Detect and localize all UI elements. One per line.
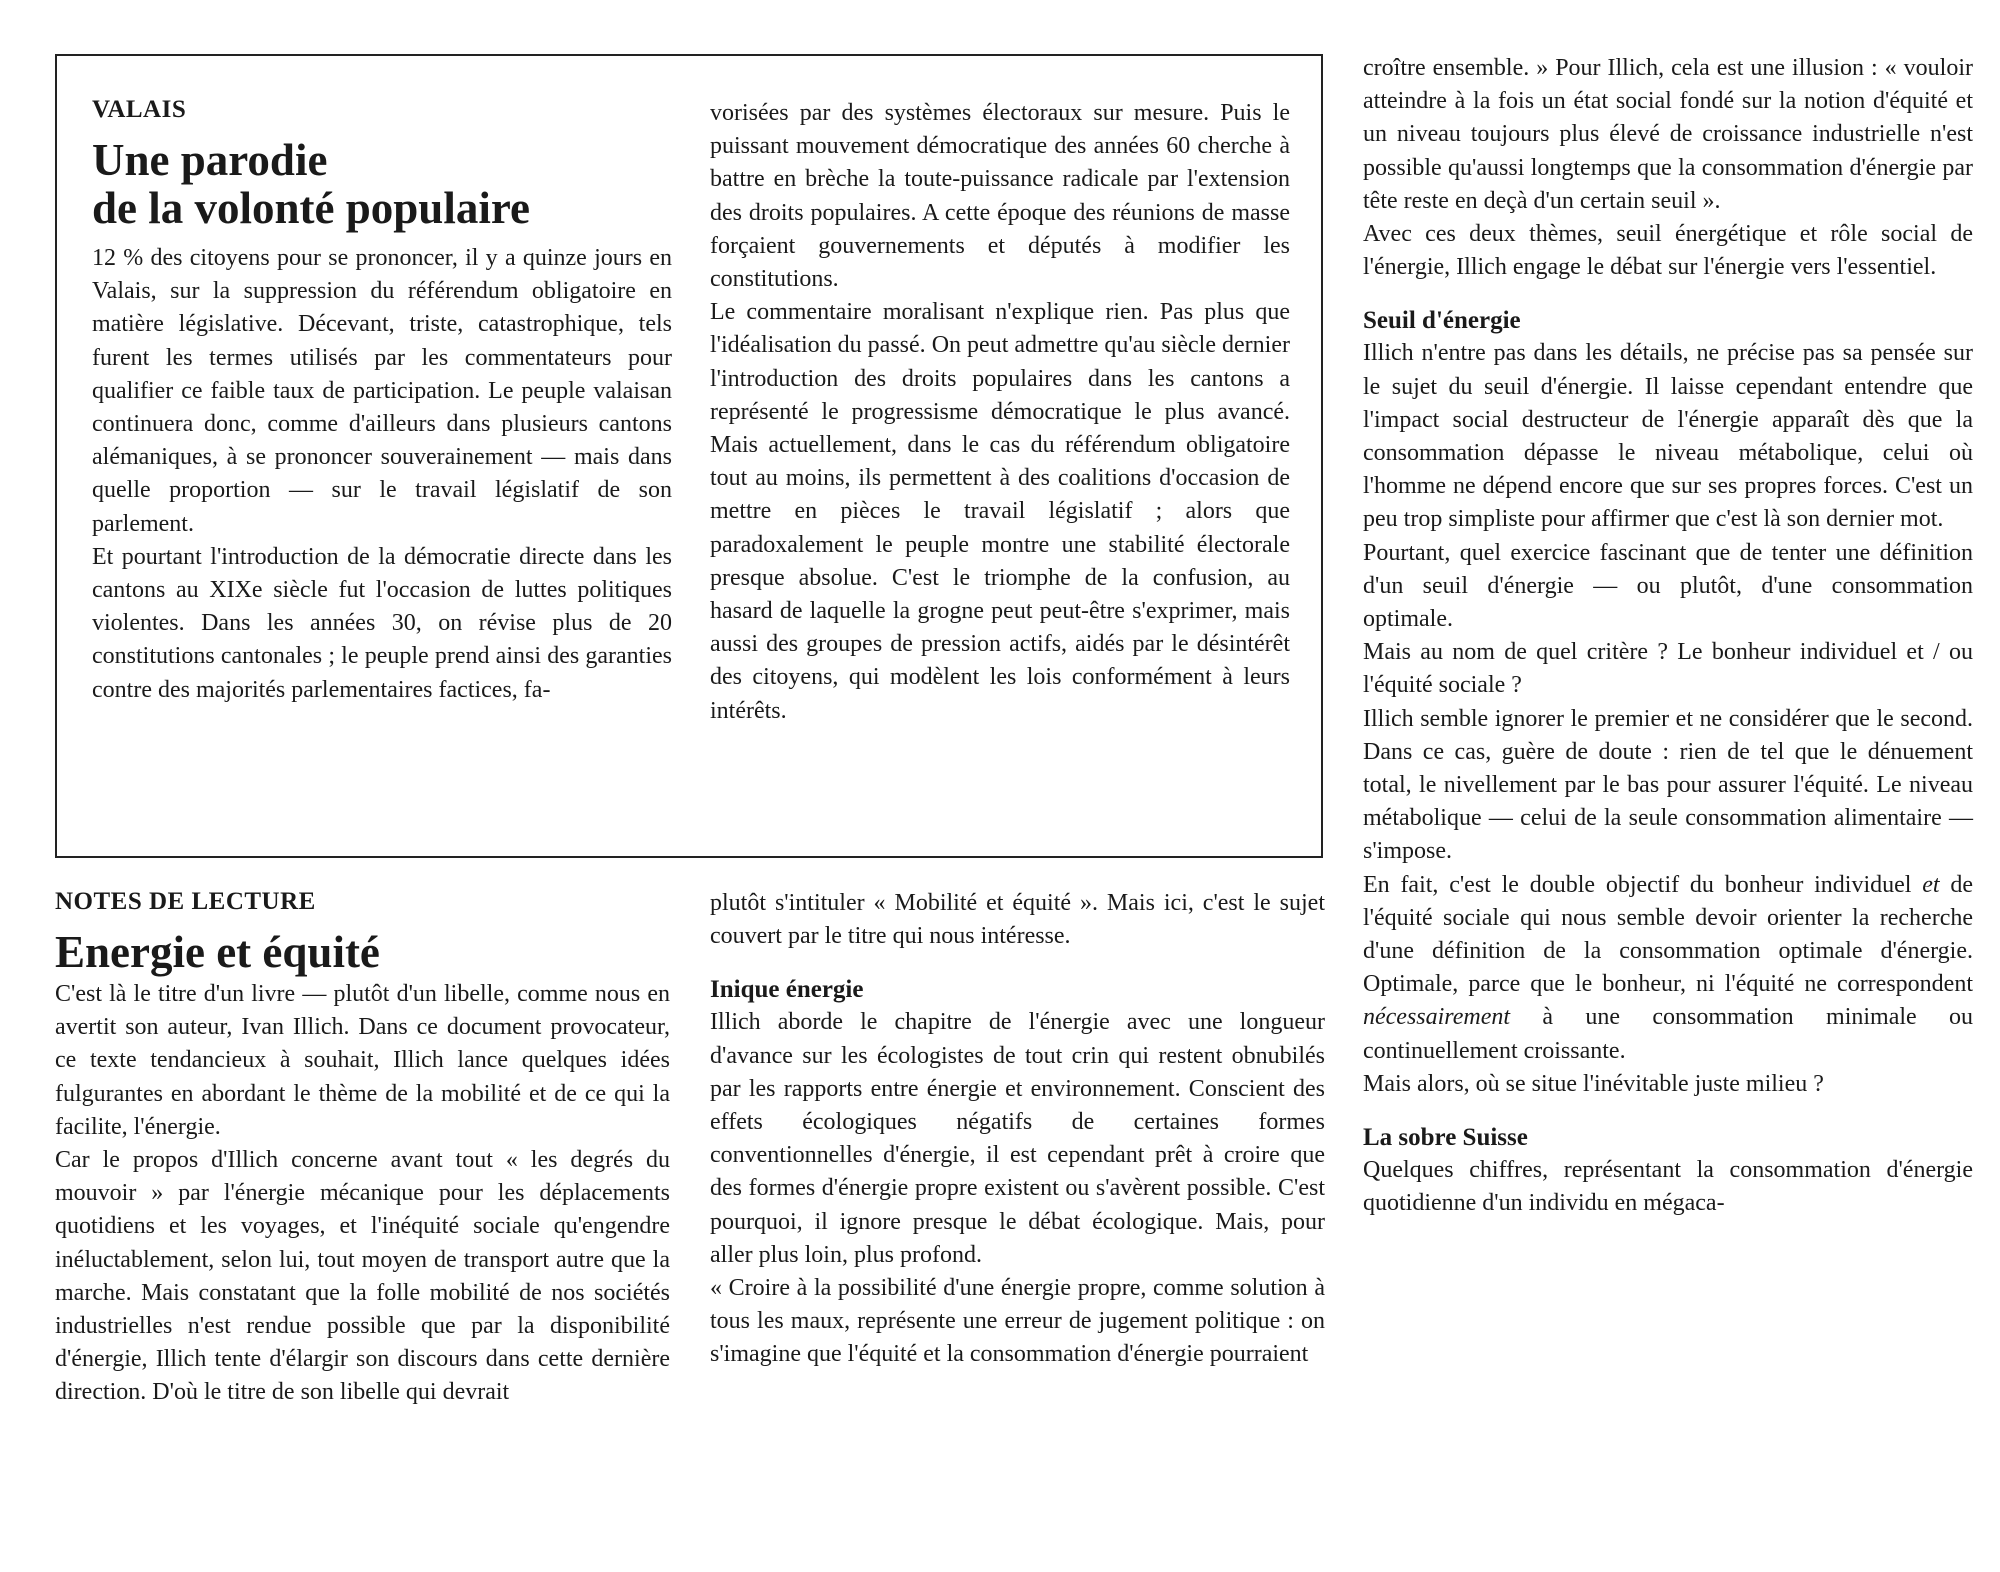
paragraph: Car le propos d'Illich concerne avant tout « les degrés du mouvoir » par l'énergie mécanique pour les déplacements quotidiens et les voyages, et l'inéquité sociale qu'engendre inéluctablement, selon lui, tout moyen de transport autre que la marche. Mais constatant que la folle mobilité de nos sociétés industrielles n'est rendue possible que par la disponibilité d'énergie, Illich tente d'élargir son discours dans cette dernière direction. D'où le titre de son libelle qui devrait <box>55 1147 670 1406</box>
notes-kicker: NOTES DE LECTURE <box>55 888 316 915</box>
notes-column-2 <box>710 887 1325 1372</box>
paragraph: Illich semble ignorer le premier et ne considérer que le second. Dans ce cas, guère de doute : rien de tel que le dénuement total, le nivellement par le bas pour assurer l'équité. Le niveau métabolique — celui de la seule consommation alimentaire — s'impose. <box>1363 705 1973 865</box>
paragraph: C'est là le titre d'un livre — plutôt d'un libelle, comme nous en avertit son auteur, Ivan Illich. Dans ce document provocateur, ce texte tendancieux à souhait, Illich lance quelques idées fulgurantes en abordant le thème de la mobilité et de ce qui la facilite, l'énergie. <box>55 981 670 1140</box>
paragraph: 12 % des citoyens pour se prononcer, il y a quinze jours en Valais, sur la suppression du référendum obligatoire en matière législative. Décevant, triste, catastrophique, tels furent les termes utilisés par les commentateurs pour qualifier ce faible taux de participation. Le peuple valaisan continuera donc, comme d'ailleurs dans plusieurs cantons alémaniques, à se prononcer souverainement — mais dans quelle proportion — sur le travail législatif de son parlement. <box>92 245 672 537</box>
notes-column-1 <box>55 882 670 1410</box>
paragraph: vorisées par des systèmes électoraux sur mesure. Puis le puissant mouvement démocratique des années 60 cherche à battre en brèche la toute-puissance radicale par l'extension des droits populaires. A cette époque des réunions de masse forçaient gouvernements et députés à modifier les constitutions. <box>710 100 1290 293</box>
subhead-inique-energie: Inique énergie <box>710 976 864 1004</box>
subhead-sobre-suisse: La sobre Suisse <box>1363 1124 1528 1152</box>
paragraph: Quelques chiffres, représentant la consommation d'énergie quotidienne d'un individu en mégaca- <box>1363 1157 1973 1217</box>
paragraph: croître ensemble. » Pour Illich, cela est une illusion : « vouloir atteindre à la fois un état social fondé sur la notion d'équité et un niveau toujours plus élevé de croissance industrielle n'est possible qu'aussi longtemps que la consommation d'énergie par tête reste en deçà d'un certain seuil ». <box>1363 55 1973 214</box>
paragraph-en-fait: En fait, c'est le double objectif du bonheur individuel et de l'équité sociale qui nous semble devoir orienter la recherche d'une définition de la consommation optimale d'énergie. Optimale, parce que le bonheur, ni l'équité ne correspondent nécessairement à une consommation minimale ou continuellement croissante. <box>1363 871 1973 1064</box>
valais-kicker: VALAIS <box>92 96 187 123</box>
paragraph: Illich aborde le chapitre de l'énergie avec une longueur d'avance sur les écologistes de tout crin qui restent obnubilés par les rapports entre énergie et environnement. Conscient des effets écologiques négatifs de certaines formes conventionnelles d'énergie, il est cependant prêt à croire que des formes d'énergie propre existent ou s'avèrent possible. C'est pourquoi, il ignore presque le débat écologique. Mais, pour aller plus loin, plus profond. <box>710 1009 1325 1268</box>
paragraph: Illich n'entre pas dans les détails, ne précise pas sa pensée sur le sujet du seuil d'énergie. Il laisse cependant entendre que l'impact social destructeur de l'énergie apparaît dès que la consommation dépasse le niveau métabolique, celui où l'homme ne dépend encore que sur ses propres forces. C'est un peu trop simpliste pour affirmer que c'est là son dernier mot. <box>1363 340 1973 533</box>
column-3 <box>1363 52 1973 1221</box>
subhead-seuil-energie: Seuil d'énergie <box>1363 307 1521 335</box>
valais-column-1 <box>92 90 672 707</box>
paragraph: Mais alors, où se situe l'inévitable juste milieu ? <box>1363 1070 1824 1097</box>
valais-headline <box>92 136 672 232</box>
spacer <box>1363 1101 1973 1121</box>
valais-headline-line1: Une parodie <box>92 135 328 185</box>
paragraph: plutôt s'intituler « Mobilité et équité ». Mais ici, c'est le sujet couvert par le titre qui nous intéresse. <box>710 890 1325 950</box>
valais-column-2 <box>710 97 1290 728</box>
spacer <box>1363 284 1973 304</box>
paragraph: Avec ces deux thèmes, seuil énergétique et rôle social de l'énergie, Illich engage le débat sur l'énergie vers l'essentiel. <box>1363 221 1973 281</box>
paragraph: Et pourtant l'introduction de la démocratie directe dans les cantons au XIXe siècle fut l'occasion de luttes politiques violentes. Dans les années 30, on révise plus de 20 constitutions cantonales ; le peuple prend ainsi des garanties contre des majorités parlementaires factices, fa- <box>92 543 672 703</box>
spacer <box>710 953 1325 973</box>
paragraph: Mais au nom de quel critère ? Le bonheur individuel et / ou l'équité sociale ? <box>1363 639 1973 699</box>
paragraph: Le commentaire moralisant n'explique rien. Pas plus que l'idéalisation du passé. On peut admettre qu'au siècle dernier l'introduction des droits populaires dans les cantons a représenté le progressisme démocratique le plus avancé. Mais actuellement, dans le cas du référendum obligatoire tout au moins, ils permettent à des coalitions d'occasion de mettre en pièces le travail législatif ; alors que paradoxalement le peuple montre une stabilité électorale presque absolue. C'est le triomphe de la confusion, au hasard de laquelle la grogne peut peut-être s'exprimer, mais aussi des groupes de pression actifs, aidés par le désintérêt des citoyens, qui modèlent les lois conformément à leurs intérêts. <box>710 299 1290 724</box>
paragraph: Pourtant, quel exercice fascinant que de tenter une définition d'un seuil d'énergie — ou plutôt, d'une consommation optimale. <box>1363 539 1973 633</box>
valais-headline-line2: de la volonté populaire <box>92 183 530 233</box>
notes-headline: Energie et équité <box>55 927 380 977</box>
paragraph: « Croire à la possibilité d'une énergie propre, comme solution à tous les maux, représente une erreur de jugement politique : on s'imagine que l'équité et la consommation d'énergie pourraient <box>710 1275 1325 1368</box>
